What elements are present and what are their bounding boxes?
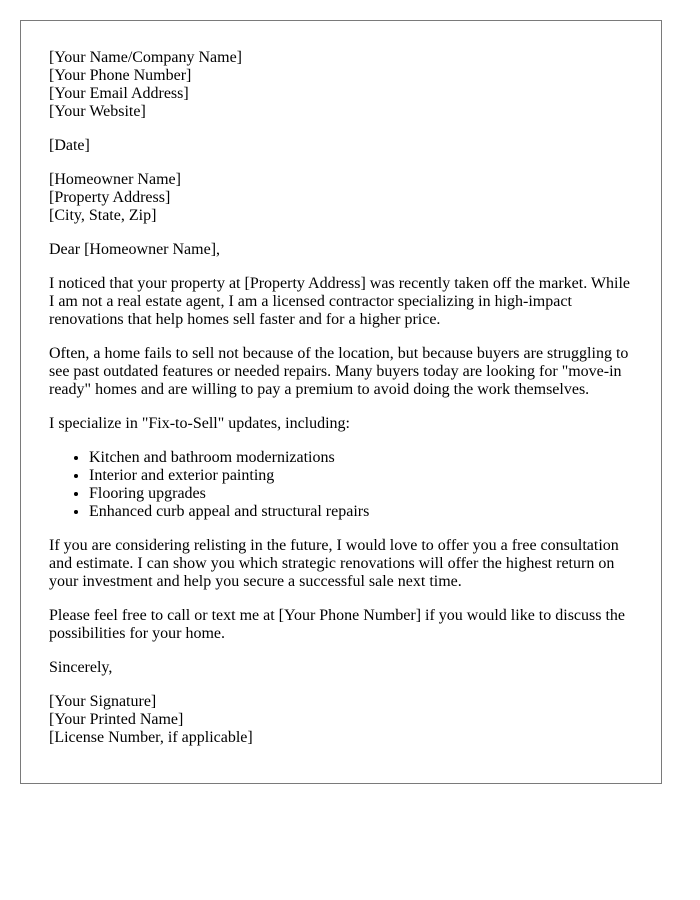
body-paragraph: Please feel free to call or text me at [Your Phone Number] if you would like to discuss the possibilities for your home. — [49, 607, 626, 642]
letter — [20, 20, 662, 784]
body-paragraph: If you are considering relisting in the future, I would love to offer you a free consultation and estimate. I can show you which strategic renovations will offer the highest return on your investment and help you secure a successful sale next time. — [49, 537, 619, 590]
sender-name: [Your Name/Company Name] — [49, 49, 243, 66]
signature: [Your Signature] — [49, 693, 157, 710]
license-number: [License Number, if applicable] — [49, 729, 253, 746]
sender-block — [49, 49, 632, 121]
sender-phone: [Your Phone Number] — [49, 67, 192, 84]
list-item: • Enhanced curb appeal and structural repairs — [89, 503, 632, 521]
list-item: • Flooring upgrades — [89, 485, 632, 503]
recipient-block — [49, 171, 632, 225]
services-list — [49, 449, 632, 521]
sender-email: [Your Email Address] — [49, 85, 189, 102]
recipient-name: [Homeowner Name] — [49, 171, 181, 188]
recipient-city: [City, State, Zip] — [49, 207, 157, 224]
list-item: • Interior and exterior painting — [89, 467, 632, 485]
signature-block — [49, 693, 632, 747]
salutation: Dear [Homeowner Name], — [49, 241, 221, 258]
sender-website: [Your Website] — [49, 103, 146, 120]
body-paragraph: I specialize in "Fix-to-Sell" updates, including: — [49, 415, 350, 432]
signoff: Sincerely, — [49, 659, 113, 676]
letter-date: [Date] — [49, 137, 90, 154]
body-paragraph: Often, a home fails to sell not because of the location, but because buyers are struggling to see past outdated features or needed repairs. Many buyers today are looking for "move-in ready" homes and are willing to pay a premium to avoid doing the work themselves. — [49, 345, 629, 398]
printed-name: [Your Printed Name] — [49, 711, 184, 728]
list-item: • Kitchen and bathroom modernizations — [89, 449, 632, 467]
recipient-address: [Property Address] — [49, 189, 171, 206]
body-paragraph: I noticed that your property at [Property Address] was recently taken off the market. While I am not a real estate agent, I am a licensed contractor specializing in high-impact renovations that help homes sell faster and for a higher price. — [49, 275, 630, 328]
